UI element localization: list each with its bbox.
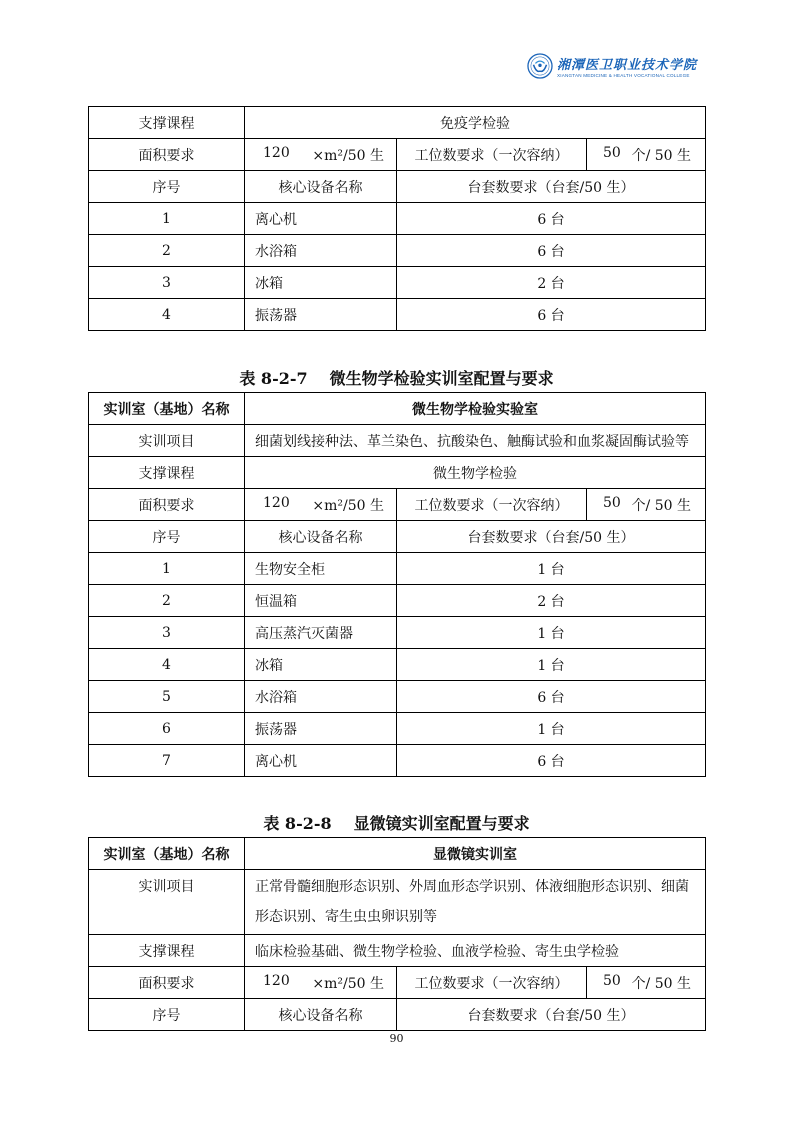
table-row (89, 838, 706, 870)
column-header-qty: 台套数要求（台套/50 生） (397, 171, 706, 203)
equipment-qty: 6 台 (397, 203, 706, 235)
table-row (89, 267, 706, 299)
training-project-value: 细菌划线接种法、革兰染色、抗酸染色、触酶试验和血浆凝固酶试验等 (245, 425, 706, 457)
support-course-label: 支撑课程 (89, 107, 245, 139)
equipment-qty: 1 台 (397, 713, 706, 745)
table-row (89, 870, 706, 935)
immunology-equipment-table (88, 106, 706, 331)
table-caption-8-2-7 (0, 366, 793, 389)
column-header-name: 核心设备名称 (245, 521, 397, 553)
area-unit: ×m²/50 生 (312, 975, 384, 992)
room-name-value: 显微镜实训室 (245, 838, 706, 870)
table-row (89, 457, 706, 489)
room-name-label: 实训室（基地）名称 (89, 838, 245, 870)
college-name-cn: 湘潭医卫职业技术学院 (556, 58, 697, 73)
row-number: 7 (89, 745, 245, 777)
microscope-lab-table (88, 837, 706, 1031)
table-row (89, 553, 706, 585)
equipment-qty: 1 台 (397, 553, 706, 585)
station-label: 工位数要求（一次容纳） (397, 489, 587, 521)
equipment-name: 水浴箱 (245, 235, 397, 267)
station-unit: 个/ 50 生 (631, 497, 691, 514)
table-row (89, 139, 706, 171)
area-label: 面积要求 (89, 489, 245, 521)
station-value: 50 (603, 494, 621, 511)
equipment-qty: 1 台 (397, 649, 706, 681)
area-value: 120 (263, 494, 290, 511)
column-header-qty: 台套数要求（台套/50 生） (397, 999, 706, 1031)
table-caption-8-2-8 (0, 811, 793, 834)
room-name-value: 微生物学检验实验室 (245, 393, 706, 425)
training-project-label: 实训项目 (89, 870, 245, 935)
table-header-row (89, 999, 706, 1031)
equipment-name: 冰箱 (245, 267, 397, 299)
training-project-value: 正常骨髓细胞形态识别、外周血形态学识别、体液细胞形态识别、细菌形态识别、寄生虫虫卵识别等 (245, 870, 706, 935)
equipment-qty: 6 台 (397, 681, 706, 713)
equipment-name: 水浴箱 (245, 681, 397, 713)
station-unit: 个/ 50 生 (631, 147, 692, 164)
training-project-label: 实训项目 (89, 425, 245, 457)
column-header-name: 核心设备名称 (245, 171, 397, 203)
row-number: 1 (89, 553, 245, 585)
row-number: 2 (89, 235, 245, 267)
area-label: 面积要求 (89, 967, 245, 999)
table-row (89, 107, 706, 139)
table-header-row (89, 521, 706, 553)
column-header-qty: 台套数要求（台套/50 生） (397, 521, 706, 553)
caption-number: 表 8-2-7 (239, 369, 308, 388)
equipment-name: 生物安全柜 (245, 553, 397, 585)
caption-number: 表 8-2-8 (263, 814, 332, 833)
station-cell (587, 489, 706, 521)
area-cell (245, 967, 397, 999)
equipment-qty: 2 台 (397, 267, 706, 299)
microbiology-lab-table (88, 392, 706, 777)
equipment-name: 冰箱 (245, 649, 397, 681)
row-number: 6 (89, 713, 245, 745)
station-cell (587, 139, 706, 171)
table-row (89, 299, 706, 331)
equipment-name: 离心机 (245, 203, 397, 235)
station-cell (587, 967, 706, 999)
equipment-name: 振荡器 (245, 299, 397, 331)
support-course-label: 支撑课程 (89, 935, 245, 967)
table-row (89, 617, 706, 649)
table-row (89, 203, 706, 235)
equipment-name: 振荡器 (245, 713, 397, 745)
column-header-no: 序号 (89, 999, 245, 1031)
column-header-no: 序号 (89, 171, 245, 203)
support-course-value: 免疫学检验 (245, 107, 706, 139)
caption-title: 显微镜实训室配置与要求 (353, 814, 530, 833)
row-number: 4 (89, 649, 245, 681)
row-number: 3 (89, 267, 245, 299)
table-row (89, 585, 706, 617)
area-value: 120 (263, 144, 290, 161)
row-number: 1 (89, 203, 245, 235)
station-label: 工位数要求（一次容纳） (397, 967, 587, 999)
table-row (89, 713, 706, 745)
column-header-no: 序号 (89, 521, 245, 553)
equipment-qty: 6 台 (397, 299, 706, 331)
table-header-row (89, 171, 706, 203)
table-row (89, 235, 706, 267)
equipment-name: 恒温箱 (245, 585, 397, 617)
row-number: 2 (89, 585, 245, 617)
station-value: 50 (603, 144, 621, 161)
station-value: 50 (603, 972, 621, 989)
table-row (89, 745, 706, 777)
room-name-label: 实训室（基地）名称 (89, 393, 245, 425)
station-label: 工位数要求（一次容纳） (397, 139, 587, 171)
support-course-value: 微生物学检验 (245, 457, 706, 489)
table-row (89, 393, 706, 425)
area-label: 面积要求 (89, 139, 245, 171)
equipment-qty: 1 台 (397, 617, 706, 649)
table-row (89, 967, 706, 999)
area-cell (245, 489, 397, 521)
column-header-name: 核心设备名称 (245, 999, 397, 1031)
area-value: 120 (263, 972, 290, 989)
equipment-name: 离心机 (245, 745, 397, 777)
support-course-label: 支撑课程 (89, 457, 245, 489)
area-cell (245, 139, 397, 171)
row-number: 5 (89, 681, 245, 713)
caption-title: 微生物学检验实训室配置与要求 (329, 369, 554, 388)
equipment-qty: 2 台 (397, 585, 706, 617)
table-row (89, 935, 706, 967)
station-unit: 个/ 50 生 (631, 975, 691, 992)
row-number: 3 (89, 617, 245, 649)
table-row (89, 649, 706, 681)
equipment-qty: 6 台 (397, 235, 706, 267)
support-course-value: 临床检验基础、微生物学检验、血液学检验、寄生虫学检验 (245, 935, 706, 967)
college-emblem-icon (527, 47, 553, 85)
table-row (89, 681, 706, 713)
table-row (89, 425, 706, 457)
college-name-en: XIANGTAN MEDICINE & HEALTH VOCATIONAL COLLEGE (556, 73, 690, 78)
row-number: 4 (89, 299, 245, 331)
table-row (89, 489, 706, 521)
college-logo (527, 44, 697, 88)
area-unit: ×m²/50 生 (312, 497, 384, 514)
page-number: 90 (389, 1032, 404, 1045)
equipment-qty: 6 台 (397, 745, 706, 777)
equipment-name: 高压蒸汽灭菌器 (245, 617, 397, 649)
area-unit: ×m²/50 生 (312, 147, 384, 164)
